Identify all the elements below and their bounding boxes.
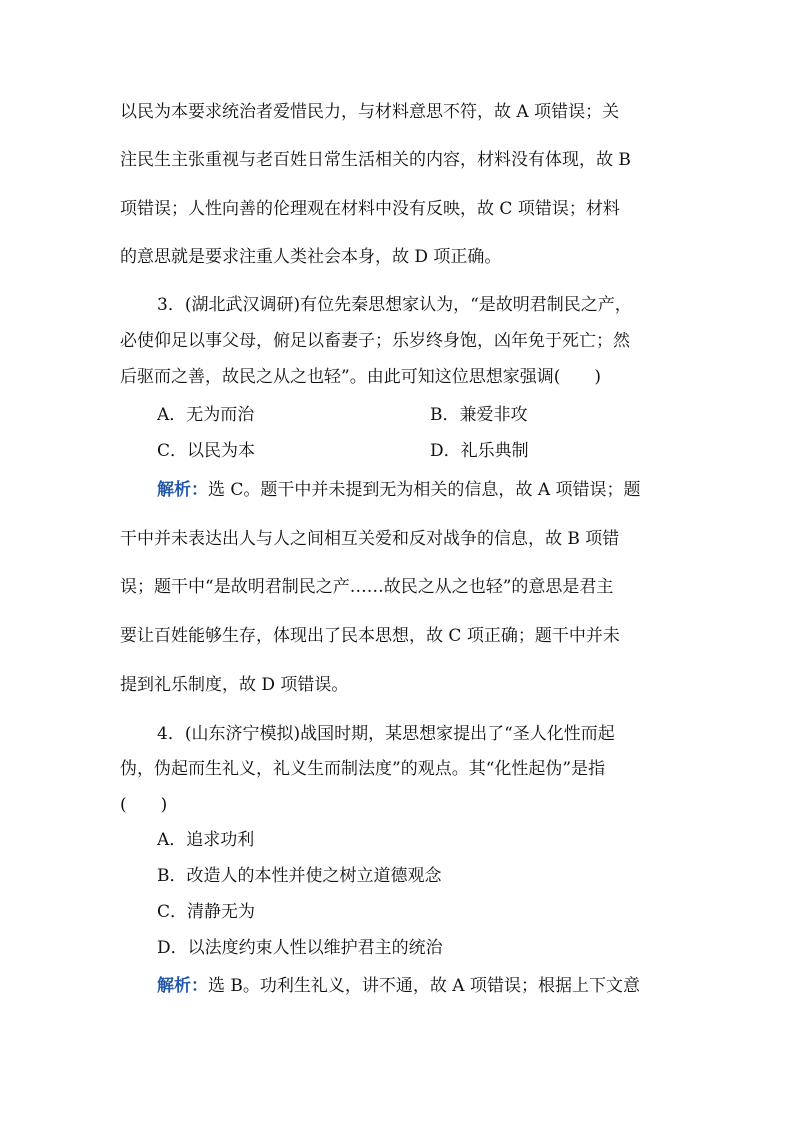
q3-option-d: D．礼乐典制 [430, 441, 529, 461]
q4-option-b: B．改造人的本性并使之树立道德观念 [157, 866, 442, 886]
q3-option-c: C．以民为本 [157, 441, 256, 461]
prev-explanation-line: 的意思就是要求注重人类社会本身，故 D 项正确。 [120, 247, 502, 267]
q4-stem-line: 伪，伪起而生礼义，礼义生而制法度”的观点。其“化性起伪”是指 [120, 759, 606, 779]
q3-stem-line: 必使仰足以事父母，俯足以畜妻子；乐岁终身饱，凶年免于死亡；然 [120, 331, 630, 351]
analysis-label: 解析： [157, 976, 208, 996]
q3-stem-line: 后驱而之善，故民之从之也轻”。由此可知这位思想家强调( ) [120, 367, 601, 387]
q3-analysis-line: 干中并未表达出人与人之间相互关爱和反对战争的信息，故 B 项错 [120, 529, 620, 549]
prev-explanation-line: 项错误；人性向善的伦理观在材料中没有反映，故 C 项错误；材料 [120, 199, 620, 219]
q4-option-d: D．以法度约束人性以维护君主的统治 [157, 938, 443, 958]
analysis-label: 解析： [157, 480, 208, 500]
q3-analysis-line: 提到礼乐制度，故 D 项错误。 [120, 675, 349, 695]
q3-option-b: B．兼爱非攻 [430, 405, 528, 425]
q3-analysis-line [157, 478, 641, 502]
q4-stem-line: ( ) [120, 795, 168, 815]
q3-analysis-line: 误；题干中“是故明君制民之产……故民之从之也轻”的意思是君主 [120, 577, 614, 597]
q3-stem-line: 3．(湖北武汉调研)有位先秦思想家认为，“是故明君制民之产， [157, 295, 632, 315]
q4-option-c: C．清静无为 [157, 902, 256, 922]
q4-option-a: A．追求功利 [157, 830, 255, 850]
q4-analysis-line [157, 974, 640, 998]
q3-analysis-line: 要让百姓能够生存，体现出了民本思想，故 C 项正确；题干中并未 [120, 626, 620, 646]
prev-explanation-line: 注民生主张重视与老百姓日常生活相关的内容，材料没有体现，故 B [120, 150, 631, 170]
analysis-text: 选 C。题干中并未提到无为相关的信息，故 A 项错误；题 [208, 480, 641, 500]
prev-explanation-line: 以民为本要求统治者爱惜民力，与材料意思不符，故 A 项错误；关 [120, 102, 620, 122]
q3-option-a: A．无为而治 [157, 405, 255, 425]
q4-stem-line: 4．(山东济宁模拟)战国时期，某思想家提出了“圣人化性而起 [157, 724, 615, 744]
analysis-text: 选 B。功利生礼义，讲不通，故 A 项错误；根据上下文意 [208, 976, 640, 996]
